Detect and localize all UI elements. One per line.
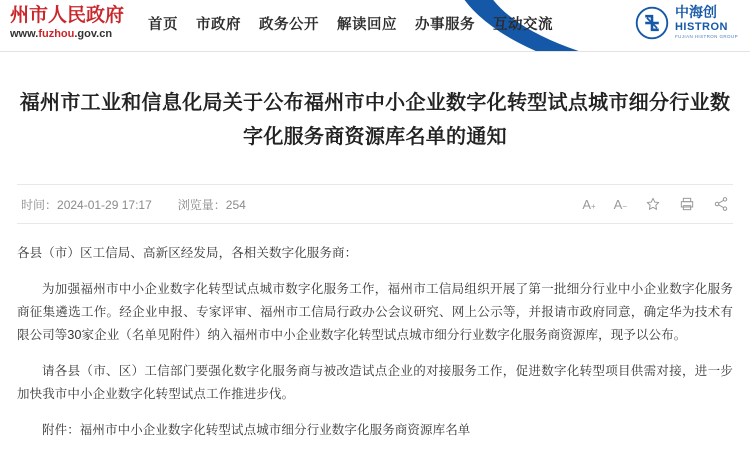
nav-item-services[interactable]: 办事服务 — [415, 17, 475, 33]
site-logo-url-main: fuzhou — [38, 28, 75, 40]
font-decrease-sup: − — [622, 201, 627, 211]
document-body — [17, 242, 733, 442]
font-decrease-label: A — [613, 196, 623, 212]
brand-logo[interactable] — [635, 6, 738, 40]
view-count-value: 254 — [225, 197, 246, 212]
histron-logo-icon — [635, 6, 669, 40]
publish-time — [21, 196, 152, 213]
font-increase-sup: + — [590, 201, 596, 211]
site-logo-title: 州市人民政府 — [10, 4, 125, 26]
nav-item-city-government[interactable]: 市政府 — [196, 17, 241, 33]
view-count-label: 浏览量： — [177, 197, 226, 212]
nav-item-government-affairs-disclosure[interactable]: 政务公开 — [259, 17, 319, 33]
site-logo[interactable] — [10, 4, 140, 41]
brand-text — [675, 6, 738, 40]
nav-item-home[interactable]: 首页 — [148, 17, 178, 33]
publish-time-value: 2024-01-29 17:17 — [57, 197, 152, 212]
document-content — [0, 86, 750, 442]
font-increase-label: A — [582, 196, 591, 212]
document-meta-bar — [17, 184, 733, 224]
share-icon[interactable] — [713, 196, 729, 212]
publish-time-label: 时间： — [21, 197, 58, 212]
printer-icon[interactable] — [679, 196, 695, 212]
paragraph-attachment: 附件：福州市中小企业数字化转型试点城市细分行业数字化服务商资源库名单 — [42, 423, 471, 437]
font-decrease-button[interactable] — [614, 198, 627, 211]
site-logo-url-suffix: .gov.cn — [74, 28, 113, 40]
paragraph-addressees: 各县（市）区工信局、高新区经发局，各相关数字化服务商： — [17, 246, 358, 260]
meta-info — [21, 196, 246, 213]
brand-name-en: HISTRON — [674, 21, 728, 33]
site-header — [0, 0, 750, 52]
nav-item-interaction[interactable]: 互动交流 — [493, 17, 553, 33]
nav-item-interpretation-response[interactable]: 解读回应 — [337, 17, 397, 33]
document-tools — [582, 196, 729, 212]
brand-name-en-sub: FUJIAN HISTRON GROUP — [674, 34, 738, 39]
brand-name-cn: 中海创 — [674, 5, 717, 21]
star-icon[interactable] — [645, 196, 661, 212]
paragraph-instruction: 请各县（市、区）工信部门要强化数字化服务商与被改造试点企业的对接服务工作，促进数字化转型项目供需对接，进一步加快我市中小企业数字化转型试点工作推进步伐。 — [17, 364, 733, 401]
view-count — [178, 196, 246, 213]
font-increase-button[interactable] — [582, 198, 595, 211]
paragraph-background: 为加强福州市中小企业数字化转型试点城市数字化服务工作，福州市工信局组织开展了第一批细分行业中小企业数字化服务商征集遴选工作。经企业申报、专家评审、福州市工信局行政办公会议研究、网上公示等，并报请市政府同意，确定华为技术有限公司等30家企业（名单见附件）纳入福州市中小企业数字化转型试点城市细分行业数字化服务商资源库，现予以公布。 — [17, 282, 733, 342]
site-logo-url-prefix: www. — [10, 28, 39, 40]
main-navigation — [148, 13, 553, 34]
page-title: 福州市工业和信息化局关于公布福州市中小企业数字化转型试点城市细分行业数字化服务商资源库名单的通知 — [19, 92, 731, 148]
site-logo-url — [10, 27, 140, 41]
